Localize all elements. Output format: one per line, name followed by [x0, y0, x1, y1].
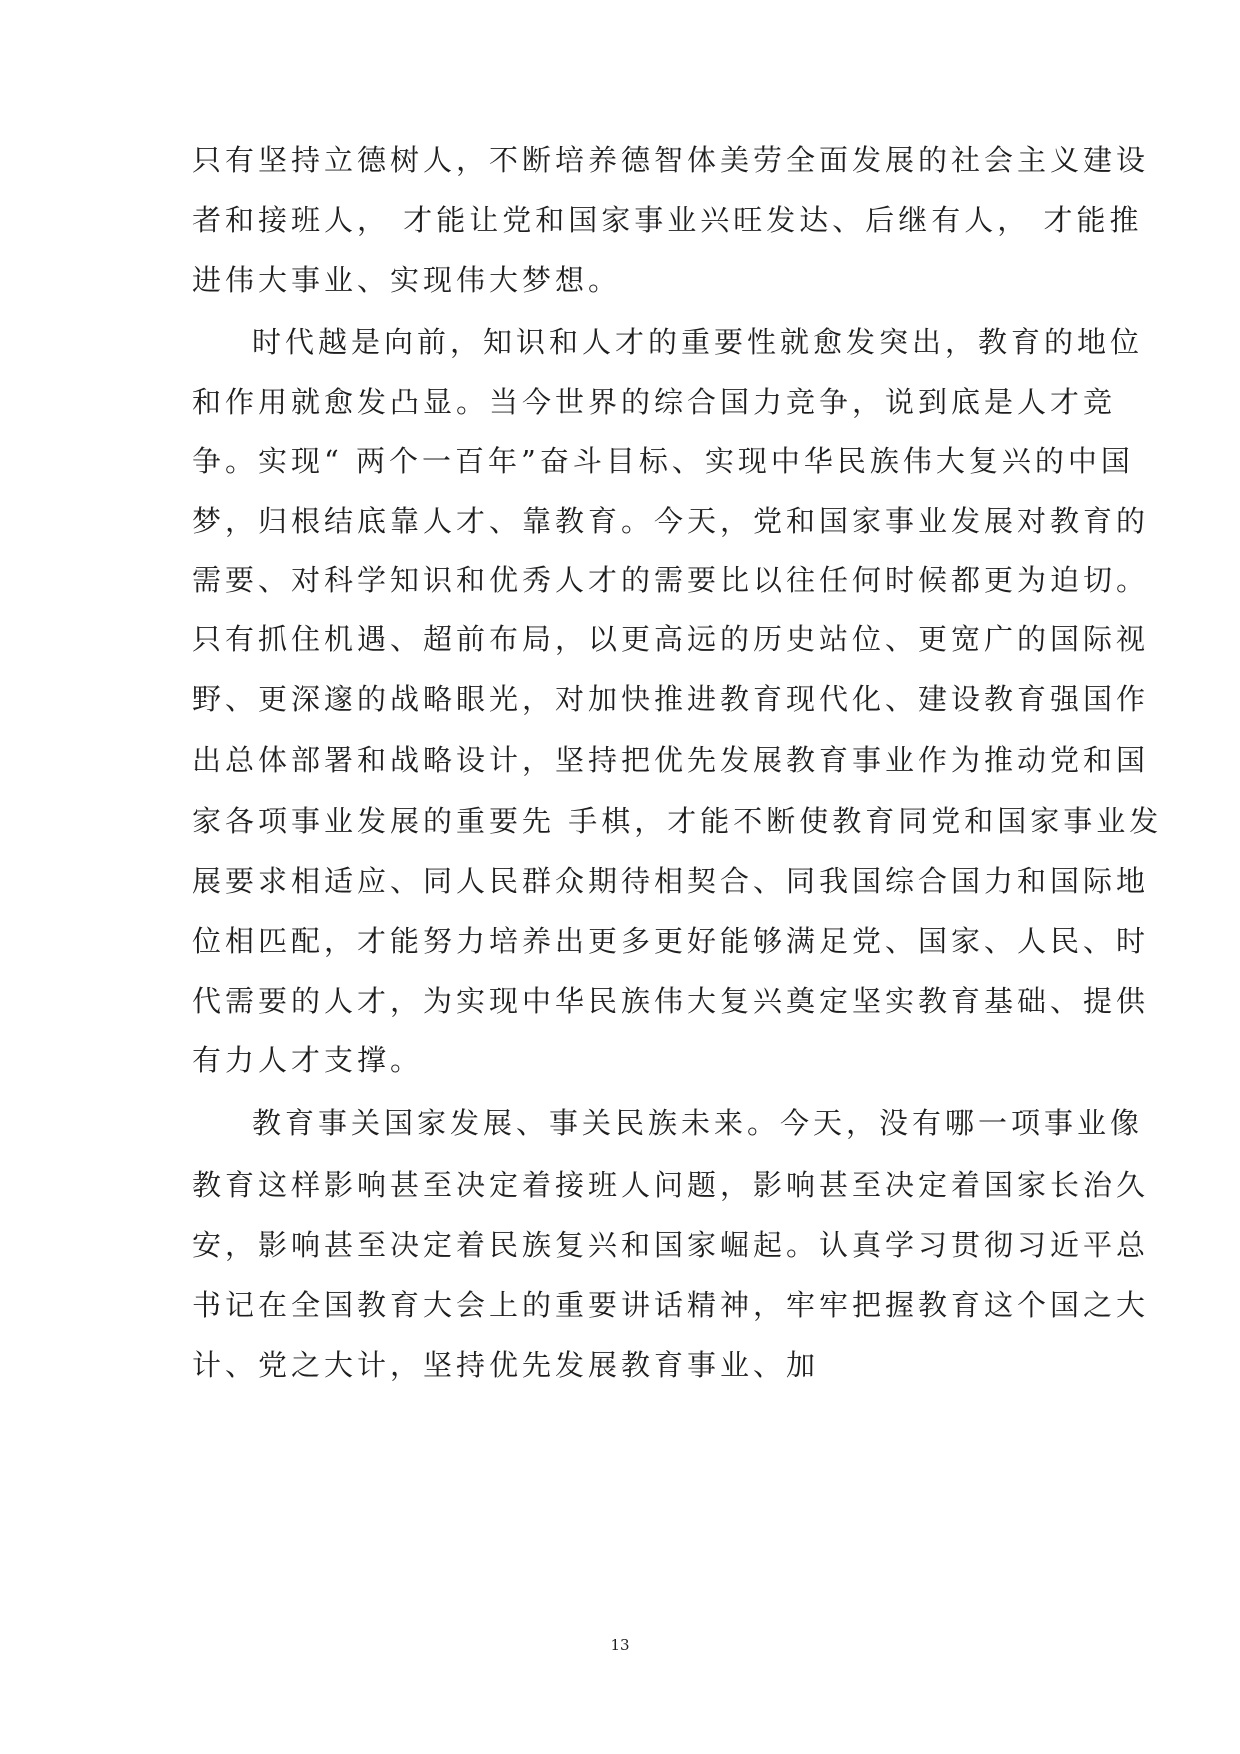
text-line: 位相匹配，才能努力培养出更多更好能够满足党、国家、人民、时	[192, 924, 1150, 958]
text-line: 教育这样影响甚至决定着接班人问题，影响甚至决定着国家长治久	[192, 1168, 1150, 1202]
text-line: 时代越是向前，知识和人才的重要性就愈发突出，教育的地位	[252, 325, 1144, 359]
text-line: 安，影响甚至决定着民族复兴和国家崛起。认真学习贯彻习近平总	[192, 1228, 1150, 1262]
text-line: 有力人才支撑。	[192, 1043, 424, 1077]
text-line: 展要求相适应、同人民群众期待相契合、同我国综合国力和国际地	[192, 864, 1150, 898]
text-line: 计、党之大计，坚持优先发展教育事业、加	[192, 1348, 820, 1382]
text-line: 书记在全国教育大会上的重要讲话精神，牢牢把握教育这个国之大	[192, 1288, 1150, 1322]
text-line: 进伟大事业、实现伟大梦想。	[192, 263, 622, 297]
text-line: 家各项事业发展的重要先 手棋，才能不断使教育同党和国家事业发	[192, 804, 1163, 838]
text-line: 野、更深邃的战略眼光，对加快推进教育现代化、建设教育强国作	[192, 682, 1150, 716]
text-line: 需要、对科学知识和优秀人才的需要比以往任何时候都更为迫切。	[192, 563, 1150, 597]
text-line: 只有坚持立德树人，不断培养德智体美劳全面发展的社会主义建设	[192, 143, 1150, 177]
text-line: 教育事关国家发展、事关民族未来。今天，没有哪一项事业像	[252, 1106, 1144, 1140]
text-line: 梦，归根结底靠人才、靠教育。今天，党和国家事业发展对教育的	[192, 504, 1150, 538]
text-line: 只有抓住机遇、超前布局，以更高远的历史站位、更宽广的国际视	[192, 622, 1150, 656]
text-line: 和作用就愈发凸显。当今世界的综合国力竞争，说到底是人才竞	[192, 385, 1117, 419]
text-line: 出总体部署和战略设计，坚持把优先发展教育事业作为推动党和国	[192, 743, 1150, 777]
text-line: 争。实现“ 两个一百年”奋斗目标、实现中华民族伟大复兴的中国	[192, 444, 1134, 478]
text-line: 代需要的人才，为实现中华民族伟大复兴奠定坚实教育基础、提供	[192, 984, 1150, 1018]
text-line: 者和接班人， 才能让党和国家事业兴旺发达、后继有人， 才能推	[192, 203, 1143, 237]
page-number: 13	[610, 1636, 630, 1654]
